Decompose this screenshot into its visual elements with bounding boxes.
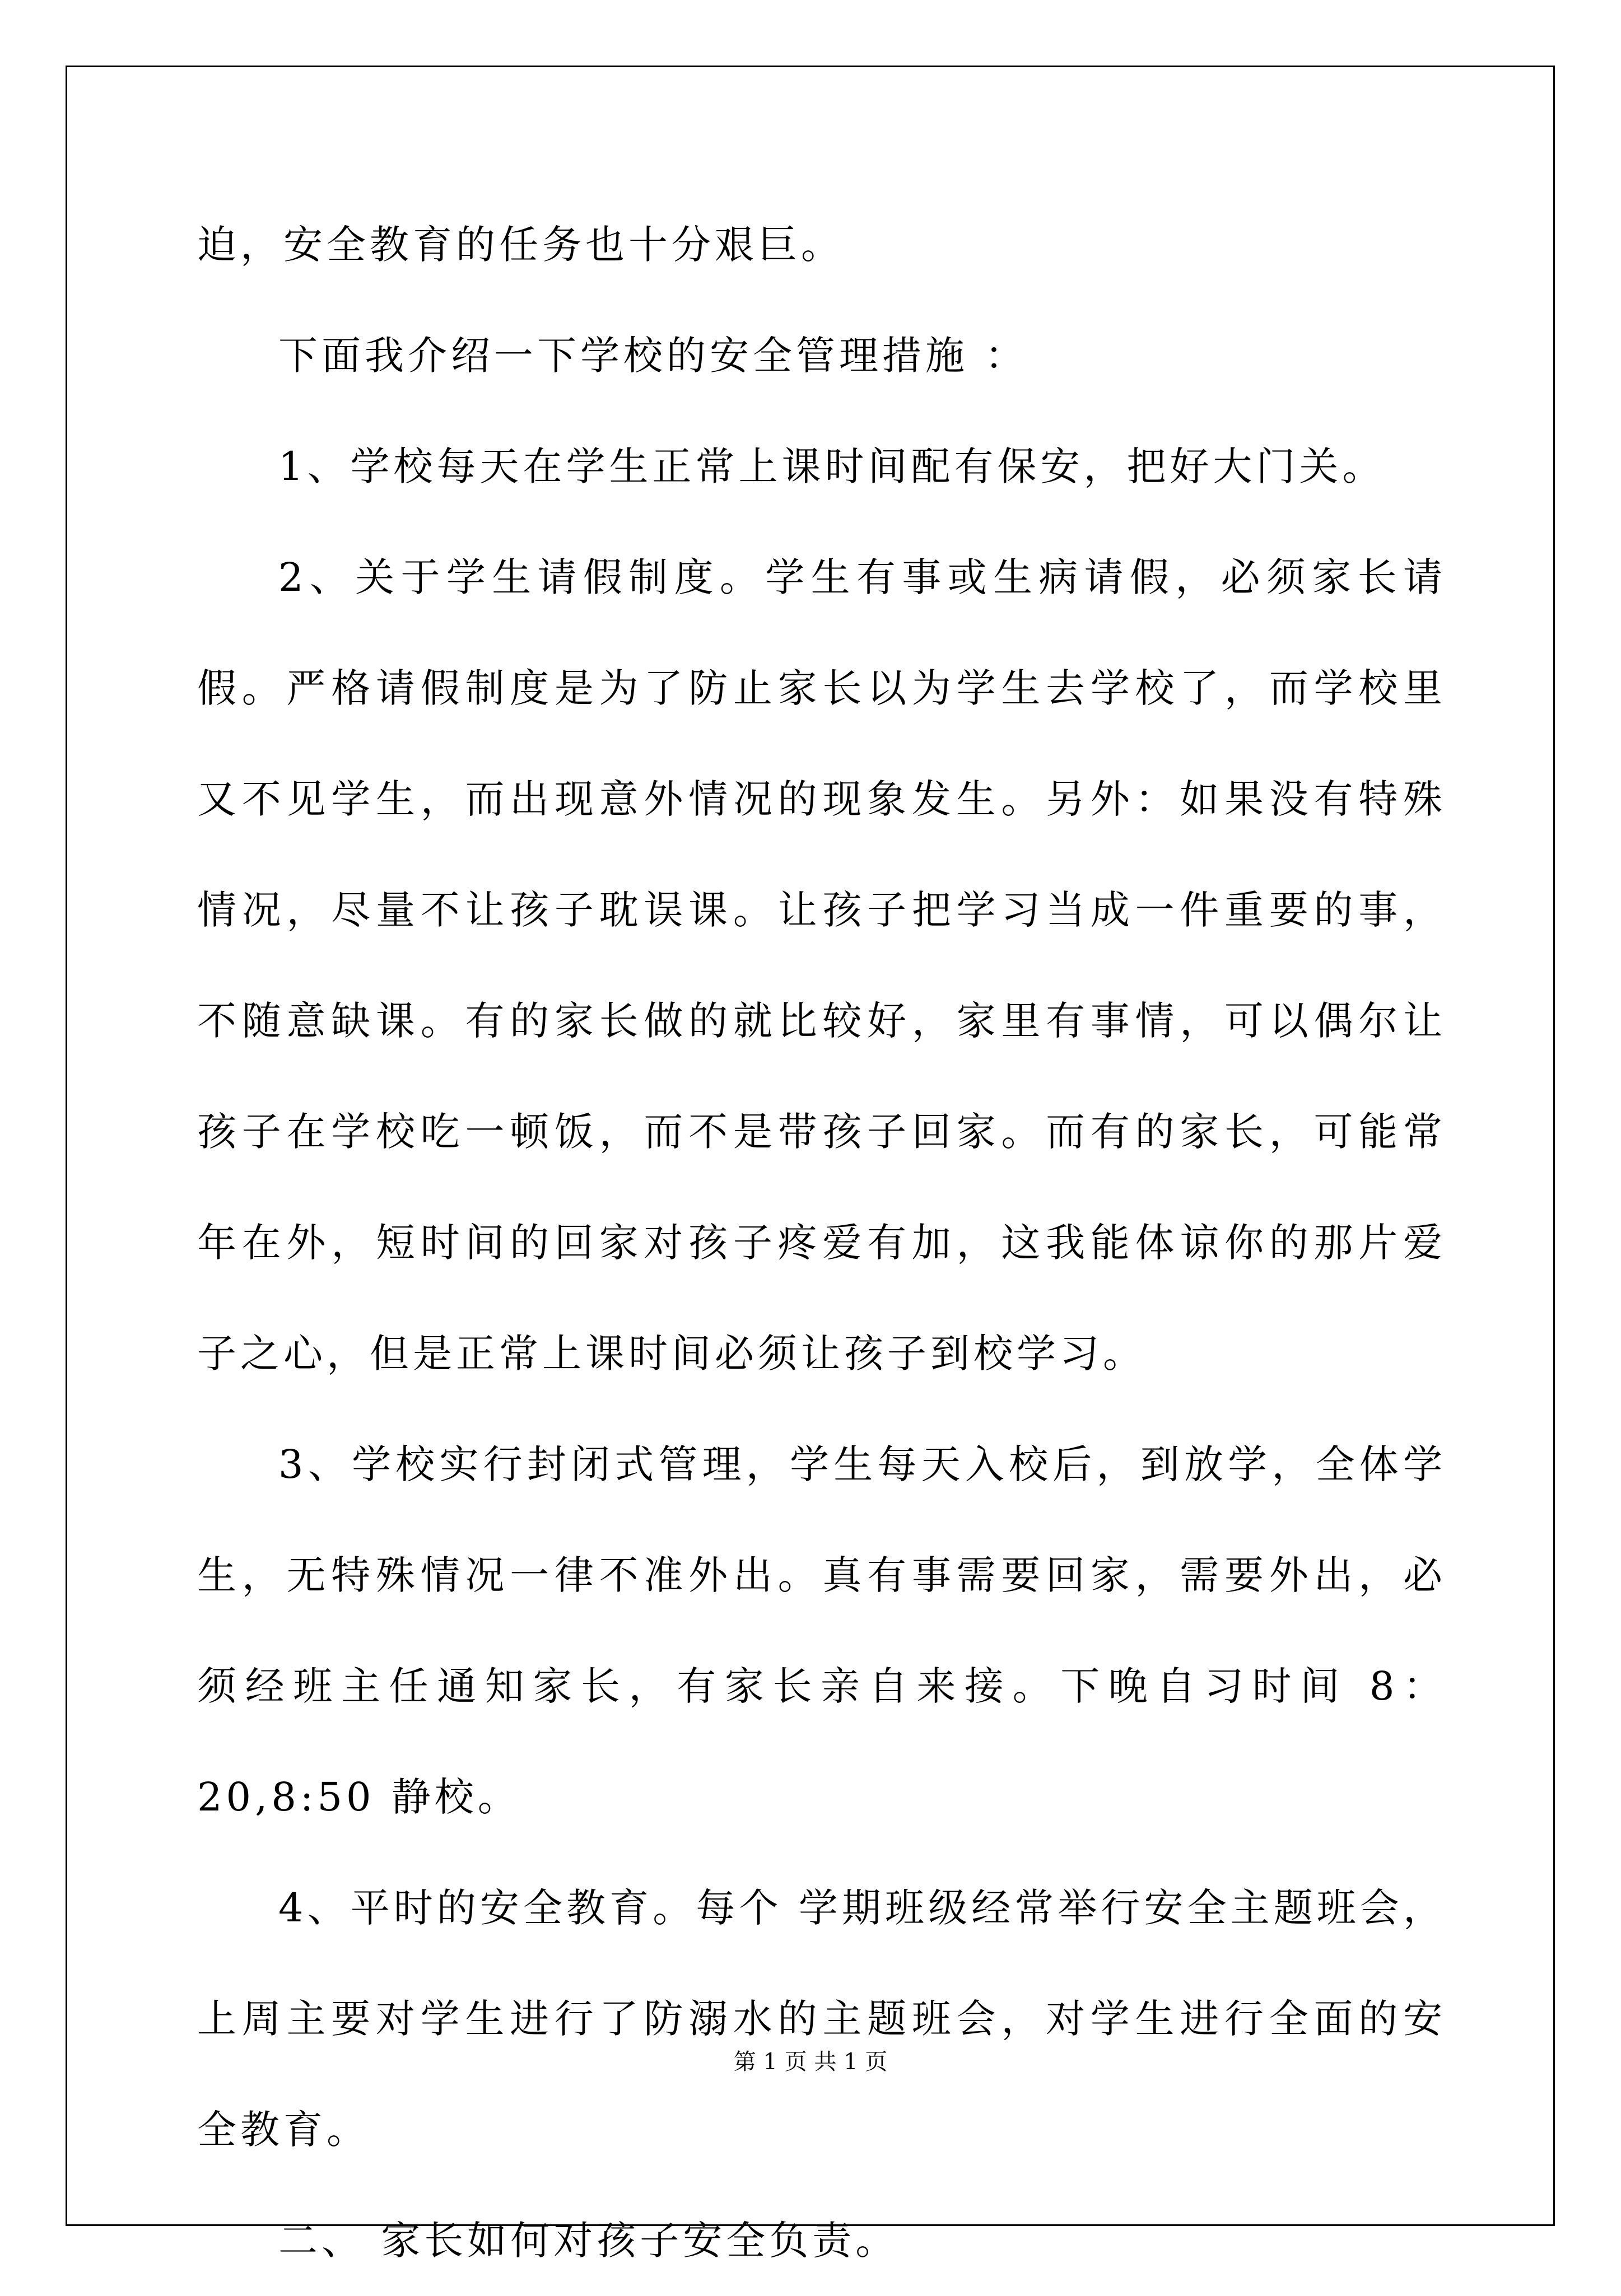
paragraph-2: 下面我介绍一下学校的安全管理措施 ： <box>278 333 1028 379</box>
paragraph-4: 2、关于学生请假制度。学生有事或生病请假，必须家长请假。严格请假制度是为了防止家长以为学生去学校了，而学校里又不见学生，而出现意外情况的现象发生。另外：如果没有特殊情况，尽量不让孩子耽误课。让孩子把学习当成一件重要的事，不随意缺课。有的家长做的就比较好，家里有事情，可以偶尔让孩子在学校吃一顿饭，而不是带孩子回家。而有的家长，可能常年在外，短时间的回家对孩子疼爱有加，这我能体谅你的那片爱子之心，但是正常上课时间必须让孩子到校学习。 <box>197 554 1446 1376</box>
page-footer: 第 1 页 共 1 页 <box>733 2049 888 2075</box>
paragraph-7: 二、 家长如何对孩子安全负责。 <box>278 2218 899 2264</box>
paragraph-5: 3、学校实行封闭式管理，学生每天入校后，到放学，全体学生，无特殊情况一律不准外出。真有事需要回家，需要外出，必须经班主任通知家长，有家长亲自来接。下晚自习时间 8：20,8:50 静校。 <box>197 1441 1446 1820</box>
paragraph-1: 迫，安全教育的任务也十分艰巨。 <box>197 222 844 268</box>
paragraph-3: 1、学校每天在学生正常上课时间配有保安，把好大门关。 <box>278 444 1386 489</box>
document-body <box>197 189 1446 2296</box>
paragraph-6: 4、平时的安全教育。每个 学期班级经常举行安全主题班会，上周主要对学生进行了防溺水的主题班会，对学生进行全面的安全教育。 <box>197 1885 1446 2153</box>
